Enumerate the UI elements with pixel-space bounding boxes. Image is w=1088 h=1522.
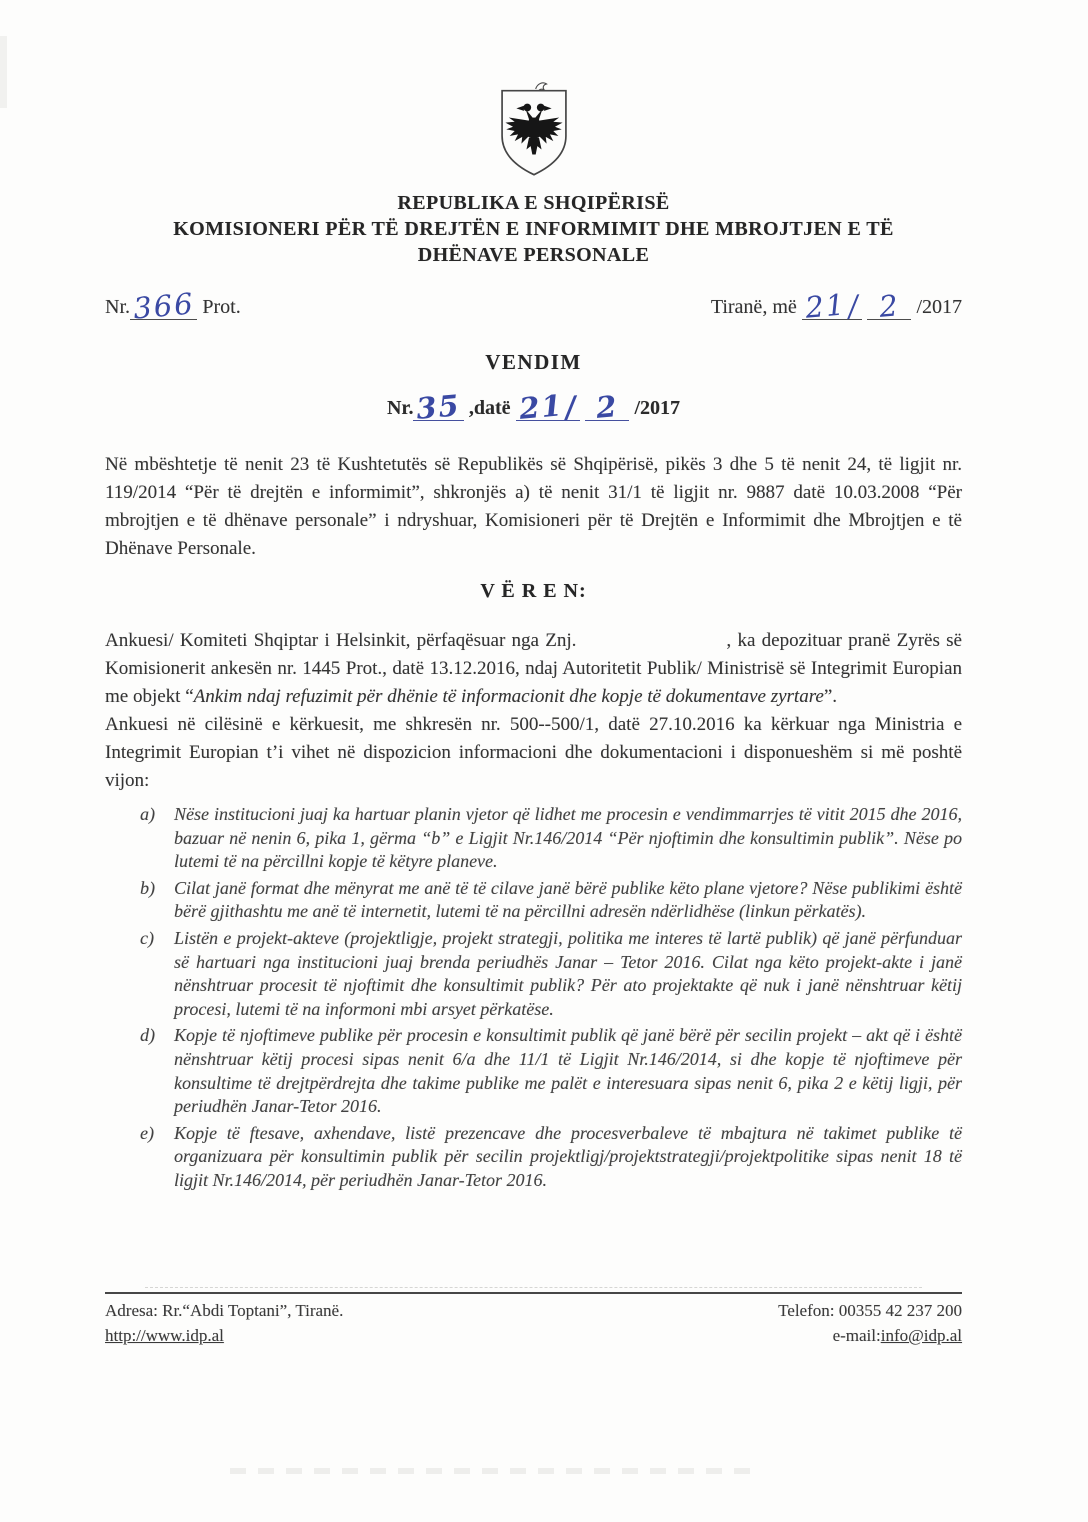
page-footer [105,1292,962,1348]
request-list [140,803,962,1193]
month-underline [867,288,911,324]
request-item-c [140,927,962,1021]
albania-coat-of-arms-emblem [492,80,576,182]
footer-left-column [105,1298,343,1348]
handwritten-decision-slash: / [563,389,578,425]
day-underline [802,287,863,325]
request-intro-paragraph: Ankuesi në cilësinë e kërkuesit, me shkresën nr. 500--500/1, datë 27.10.2016 ka kërkuar nga Ministria e Integrimit Europian t’i vihet në dispozicion informacioni dhe dokumentacioni i disponueshëm si më poshtë vijon: [105,714,962,791]
institution-title-line2: DHËNAVE PERSONALE [417,244,650,266]
protocol-number-underline [130,286,197,326]
request-item-d [140,1024,962,1118]
footer-website-link: http://www.idp.al [105,1326,224,1345]
complaint-object-quote: Ankim ndaj refuzimit për dhënie të informacionit dhe kopje të dokumentave zyrtare [193,686,824,707]
handwritten-decision-day: 21 [517,388,565,426]
item-text: Listën e projekt-akteve (projektligje, projekt strategji, politika me interes të lartë publik) që janë përfunduar së hartuari nga institucioni juaj brenda periudhës Janar – Tetor 2016. Cilat nga këto projekt-akte i janë nënshtruar procesit të njoftimit dhe konsultimit publik? Për ato projektakte që nuk i janë nënshtruar këtij procesi, lutemi të na informoni mbi arsyet përkatëse. [174,927,962,1019]
decision-number-underline [413,388,463,426]
footer-email-label: e-mail: [832,1326,881,1345]
decision-nr-label: Nr. [386,397,414,419]
handwritten-month: 2 [878,288,902,324]
item-text: Kopje të njoftimeve publike për procesin e konsultimit publik që janë bërë për secilin projekt – akt që i është nënshtruar këtij procesi sipas nenit 6/a dhe 11/1 të Ligjit Nr.146/2014, si dhe kopje të njoftimeve për konsultime të drejtpërdrejta dhe takime publike me palët e interesuara sipas nenit 6, pika 2 e këtij ligji, për periudhën Janar-Tetor 2016. [174,1025,962,1117]
handwritten-day: 21 [803,287,848,325]
item-marker: a) [140,804,155,824]
footer-right-column [778,1298,962,1348]
complaint-text-part2: , ka depozituar pranë Zyrës së Komisionerit ankesën nr. 1445 Prot., datë 13.12.2016, ndaj Autoritetit Publik/ Ministrisë së Integrimit Europian me objekt “ [105,630,962,707]
footer-address: Adresa: Rr.“Abdi Toptani”, Tiranë. [105,1301,344,1320]
decision-year-text: /2017 [634,397,681,419]
year-text: /2017 [916,296,962,318]
protocol-number-field [105,286,241,326]
item-marker: b) [140,877,155,898]
decision-date-label: ,datë [468,397,511,419]
item-text: Nëse institucioni juaj ka hartuar planin vjetor që lidhet me procesin e vendimmarrjes të vitit 2015 dhe 2016, bazuar në nenin 6, pika 1, gërma “b” e Ligjit Nr.146/2014 “Për njoftimin dhe konsultimin publik”. Nëse po lutemi të na përcillni kopje të këtyre planeve. [174,804,962,872]
place-date-field [710,287,962,325]
item-text: Cilat janë format dhe mënyrat me anë të të cilave janë bërë publike këto plane vjetore? Nëse publikimi është bërë gjithashtu me anë të internetit, lutemi të na përcillni adresën ndërlidhëse (linkun përkatës). [174,877,962,922]
footer-phone: Telefon: 00355 42 237 200 [778,1301,962,1320]
institution-title-line1: KOMISIONERI PËR TË DREJTËN E INFORMIMIT DHE MBROJTJEN E TË [173,218,894,240]
request-item-e [140,1122,962,1193]
nr-label: Nr. [105,296,130,318]
preamble-paragraph: Në mbështetje të nenit 23 të Kushtetutës së Republikës së Shqipërisë, pikës 3 dhe 5 të nenit 24, të ligjit nr. 119/2014 “Për të drejtën e informimit”, shkronjës a) të nenit 31/1 të ligjit nr. 9887 datë 10.03.2008 “Për mbrojtjen e të dhënave personale” i ndryshuar, Komisioneri për të Drejtën e Informimit dhe Mbrojtjen e të Dhënave Personale. [105,454,962,559]
complaint-paragraph [105,627,962,711]
protocol-row [105,286,962,326]
decision-number-line [105,388,962,426]
request-item-a [140,803,962,874]
scan-artifact-bottom-smudge [230,1468,760,1474]
item-marker: c) [140,927,154,948]
footer-email-link: info@idp.al [880,1326,962,1345]
item-text: Kopje të ftesave, axhendave, listë prezencave dhe procesverbaleve të mbajtura në takimet publike të organizuara për konsultimin publik për secilin projektligj/projektstrategji/projektpolitike sipas nenit 18 të ligjit Nr.146/2014, për periudhën Janar-Tetor 2016. [174,1122,962,1190]
decision-day-underline [516,388,581,426]
document-content [105,0,962,1196]
request-item-b [140,877,962,924]
complaint-text-part3: ”. [823,686,838,707]
item-marker: d) [140,1025,155,1046]
handwritten-decision-month: 2 [595,389,621,425]
footer-email-line [778,1323,962,1348]
handwritten-protocol-number: 366 [131,286,196,326]
handwritten-slash: / [846,288,860,324]
complaint-text-part1: Ankuesi/ Komiteti Shqiptar i Helsinkit, përfaqësuar nga Znj. [105,630,577,651]
document-header [105,190,962,268]
city-date-label: Tiranë, më [710,296,797,318]
vendim-title: VENDIM [485,350,582,374]
handwritten-decision-number: 35 [415,388,463,426]
scan-artifact-left-edge [0,36,7,108]
prot-label: Prot. [202,296,241,318]
double-headed-eagle-icon [492,80,576,182]
decision-month-underline [585,389,629,425]
veren-heading: V Ë R E N: [480,580,587,602]
republic-title: REPUBLIKA E SHQIPËRISË [397,192,670,214]
item-marker: e) [140,1122,154,1143]
